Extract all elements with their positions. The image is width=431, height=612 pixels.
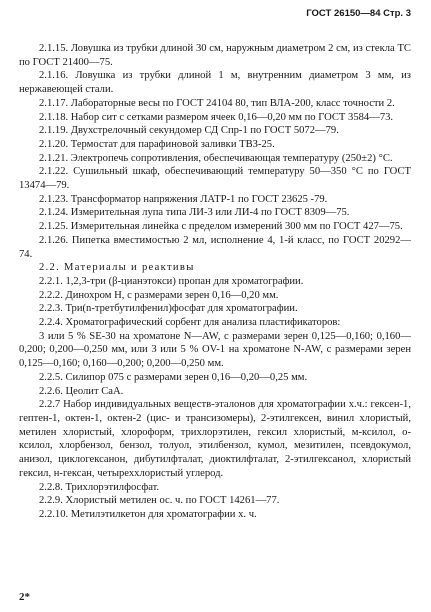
paragraph-2-2-10: 2.2.10. Метилэтилкетон для хроматографии х. ч.: [39, 508, 257, 520]
paragraph-2-1-17: 2.1.17. Лабораторные весы по ГОСТ 24104 80, тип ВЛА-200, класс точности 2.: [39, 97, 395, 109]
paragraph-2-1-23: 2.1.23. Трансформатор напряжения ЛАТР-1 по ГОСТ 23625 -79.: [39, 193, 328, 205]
paragraph-2-1-26: 2.1.26. Пипетка вместимостью 2 мл, исполнение 4, 1-й класс, по ГОСТ 20292—74.: [19, 234, 411, 260]
paragraph-2-2-9: 2.2.9. Хлористый метилен ос. ч. по ГОСТ 14261—77.: [39, 495, 280, 507]
paragraph-2-1-15: 2.1.15. Ловушка из трубки длиной 30 см, наружным диаметром 2 см, из стекла ТС по ГОСТ 21400—75.: [19, 43, 411, 68]
paragraph-2-1-25: 2.1.25. Измерительная линейка с пределом измерений 300 мм по ГОСТ 427—75.: [39, 221, 403, 233]
section-heading-materials: 2.2. Материалы и реактивы: [39, 262, 195, 274]
paragraph-2-1-20: 2.1.20. Термостат для парафиновой заливки ТВЗ-25.: [39, 138, 275, 150]
paragraph-2-2-4: 2.2.4. Хроматографический сорбент для анализа пластификаторов:: [39, 317, 341, 329]
paragraph-sorbent-spec: 3 или 5 % SE-30 на хроматоне N—AW, с размерами зерен 0,125—0,160; 0,160—0,200; 0,200—0,250 мм, или 3 или 5 % OV-1 на хроматоне N-AW, с размерами зерен 0,125—0,160; 0,160—0,200; 0,200—0,250 мм.: [19, 330, 411, 370]
paragraph-2-2-8: 2.2.8. Трихлорэтилфосфат.: [39, 481, 160, 493]
paragraph-2-2-3: 2.2.3. Три(n-третбутилфенил)фосфат для хроматографии.: [39, 303, 298, 315]
paragraph-2-2-1: 2.2.1. 1,2,3-три (β-цианэтокси) пропан для хроматографии.: [39, 275, 304, 287]
page-footer-mark: 2*: [19, 591, 30, 603]
page-header: ГОСТ 26150—84 Стр. 3: [306, 8, 411, 19]
paragraph-2-1-22: 2.1.22. Сушильный шкаф, обеспечивающий температуру 50—350 °С по ГОСТ 13474—79.: [19, 166, 411, 192]
paragraph-2-2-2: 2.2.2. Динохром Н, с размерами зерен 0,16—0,20 мм.: [39, 289, 279, 301]
paragraph-2-1-21: 2.1.21. Электропечь сопротивления, обеспечивающая температуру (250±2) °С.: [39, 152, 393, 164]
paragraph-2-1-24: 2.1.24. Измерительная лупа типа ЛИ-3 или ЛИ-4 по ГОСТ 8309—75.: [39, 207, 350, 219]
paragraph-2-1-18: 2.1.18. Набор сит с сетками размером ячеек 0,16—0,20 мм по ГОСТ 3584—73.: [39, 111, 394, 123]
paragraph-2-2-7: 2.2.7 Набор индивидуальных веществ-эталонов для хроматографии х.ч.: гексен-1, гептен-1, октен-1, октен-2 (цис- и трансизомеры), 2-этилгексен, винил хлористый, метилен хлористый, хлороформ, трихлорэтилен, гексил хлористый, м-ксилол, о-ксилол, хлорбензол, бензол, толуол, этилбензол, кумол, мезитилен, псевдокумол, анизол, циклогексанон, дибутилфталат, диоктилфталат, 2-этилгексанол, хлористый гексил, н-гексан, четыреххлористый углерод.: [19, 399, 411, 479]
paragraph-2-2-6: 2.2.6. Цеолит СаА.: [39, 385, 124, 397]
paragraph-2-2-5: 2.2.5. Силипор 075 с размерами зерен 0,16—0,20—0,25 мм.: [39, 371, 308, 383]
paragraph-2-1-16: 2.1.16. Ловушка из трубки длиной 1 м, внутренним диаметром 3 мм, из нержавеющей стали.: [19, 70, 411, 96]
document-body: [19, 42, 411, 522]
paragraph-2-1-19: 2.1.19. Двухстрелочный секундомер СД Спр-1 по ГОСТ 5072—79.: [39, 125, 339, 137]
